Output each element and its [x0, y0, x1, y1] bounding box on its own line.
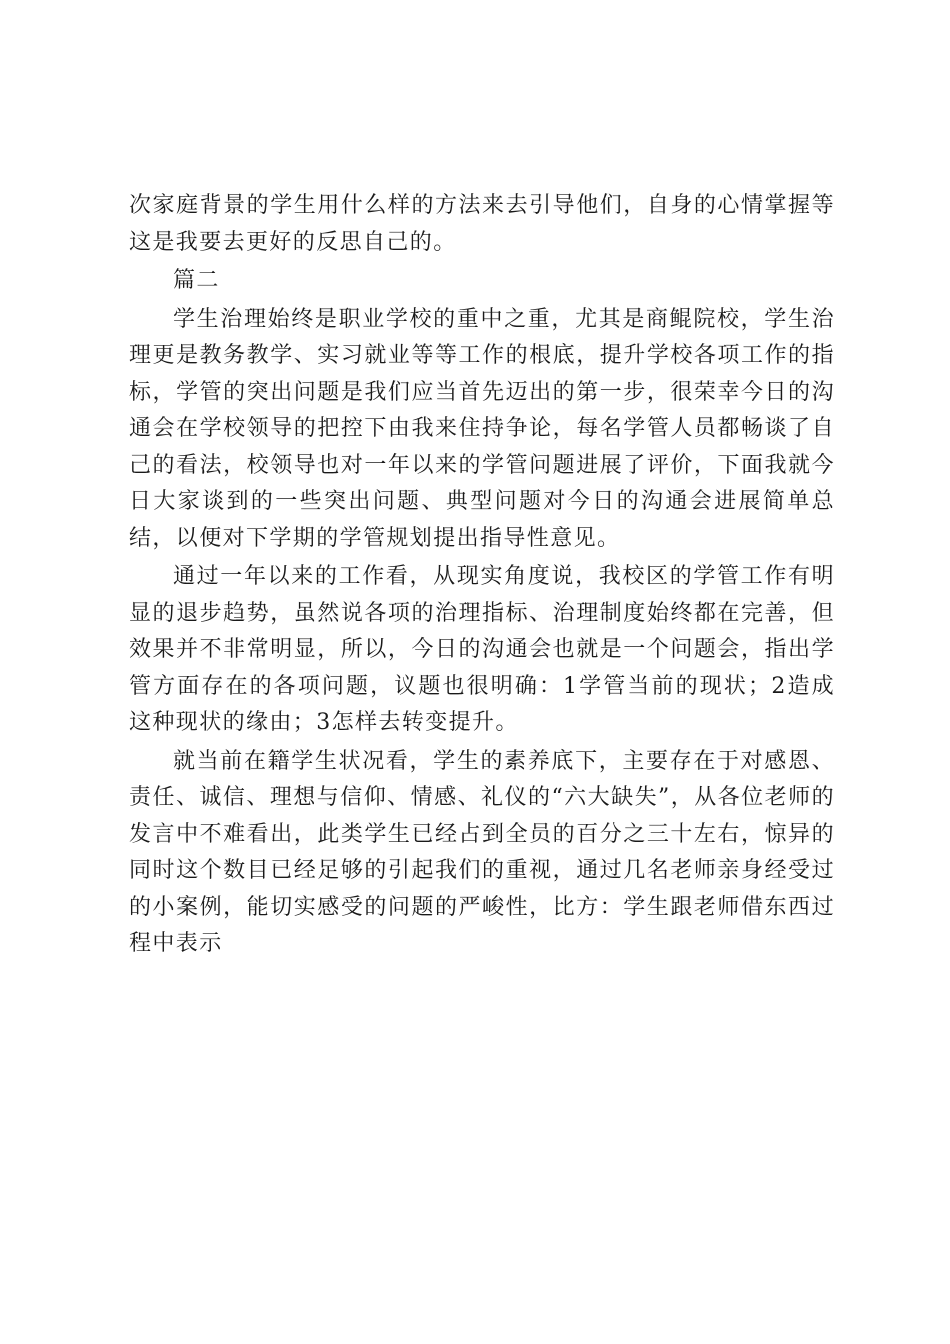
section-heading: 篇二 — [173, 268, 220, 293]
document-body — [129, 188, 835, 963]
paragraph: 就当前在籍学生状况看，学生的素养底下，主要存在于对感恩、责任、诚信、理想与信仰、情感、礼仪的“六大缺失”，从各位老师的发言中不难看出，此类学生已经占到全员的百分之三十左右，惊异的同时这个数目已经足够的引起我们的重视，通过几名老师亲身经受过的小案例，能切实感受的问题的严峻性，比方：学生跟老师借东西过程中表示 — [129, 748, 835, 956]
paragraph: 学生治理始终是职业学校的重中之重，尤其是商鲲院校，学生治理更是教务教学、实习就业等等工作的根底，提升学校各项工作的指标，学管的突出问题是我们应当首先迈出的第一步，很荣幸今日的沟通会在学校领导的把控下由我来住持争论，每名学管人员都畅谈了自己的看法，校领导也对一年以来的学管问题进展了评价，下面我就今日大家谈到的一些突出问题、典型问题对今日的沟通会进展简单总结，以便对下学期的学管规划提出指导性意见。 — [129, 306, 835, 551]
paragraph: 通过一年以来的工作看，从现实角度说，我校区的学管工作有明显的退步趋势，虽然说各项的治理指标、治理制度始终都在完善，但效果并不非常明显，所以，今日的沟通会也就是一个问题会，指出学管方面存在的各项问题，议题也很明确：1学管当前的现状；2造成这种现状的缘由；3怎样去转变提升。 — [129, 564, 835, 735]
paragraph-continuation: 次家庭背景的学生用什么样的方法来去引导他们，自身的心情掌握等这是我要去更好的反思自己的。 — [129, 193, 835, 255]
